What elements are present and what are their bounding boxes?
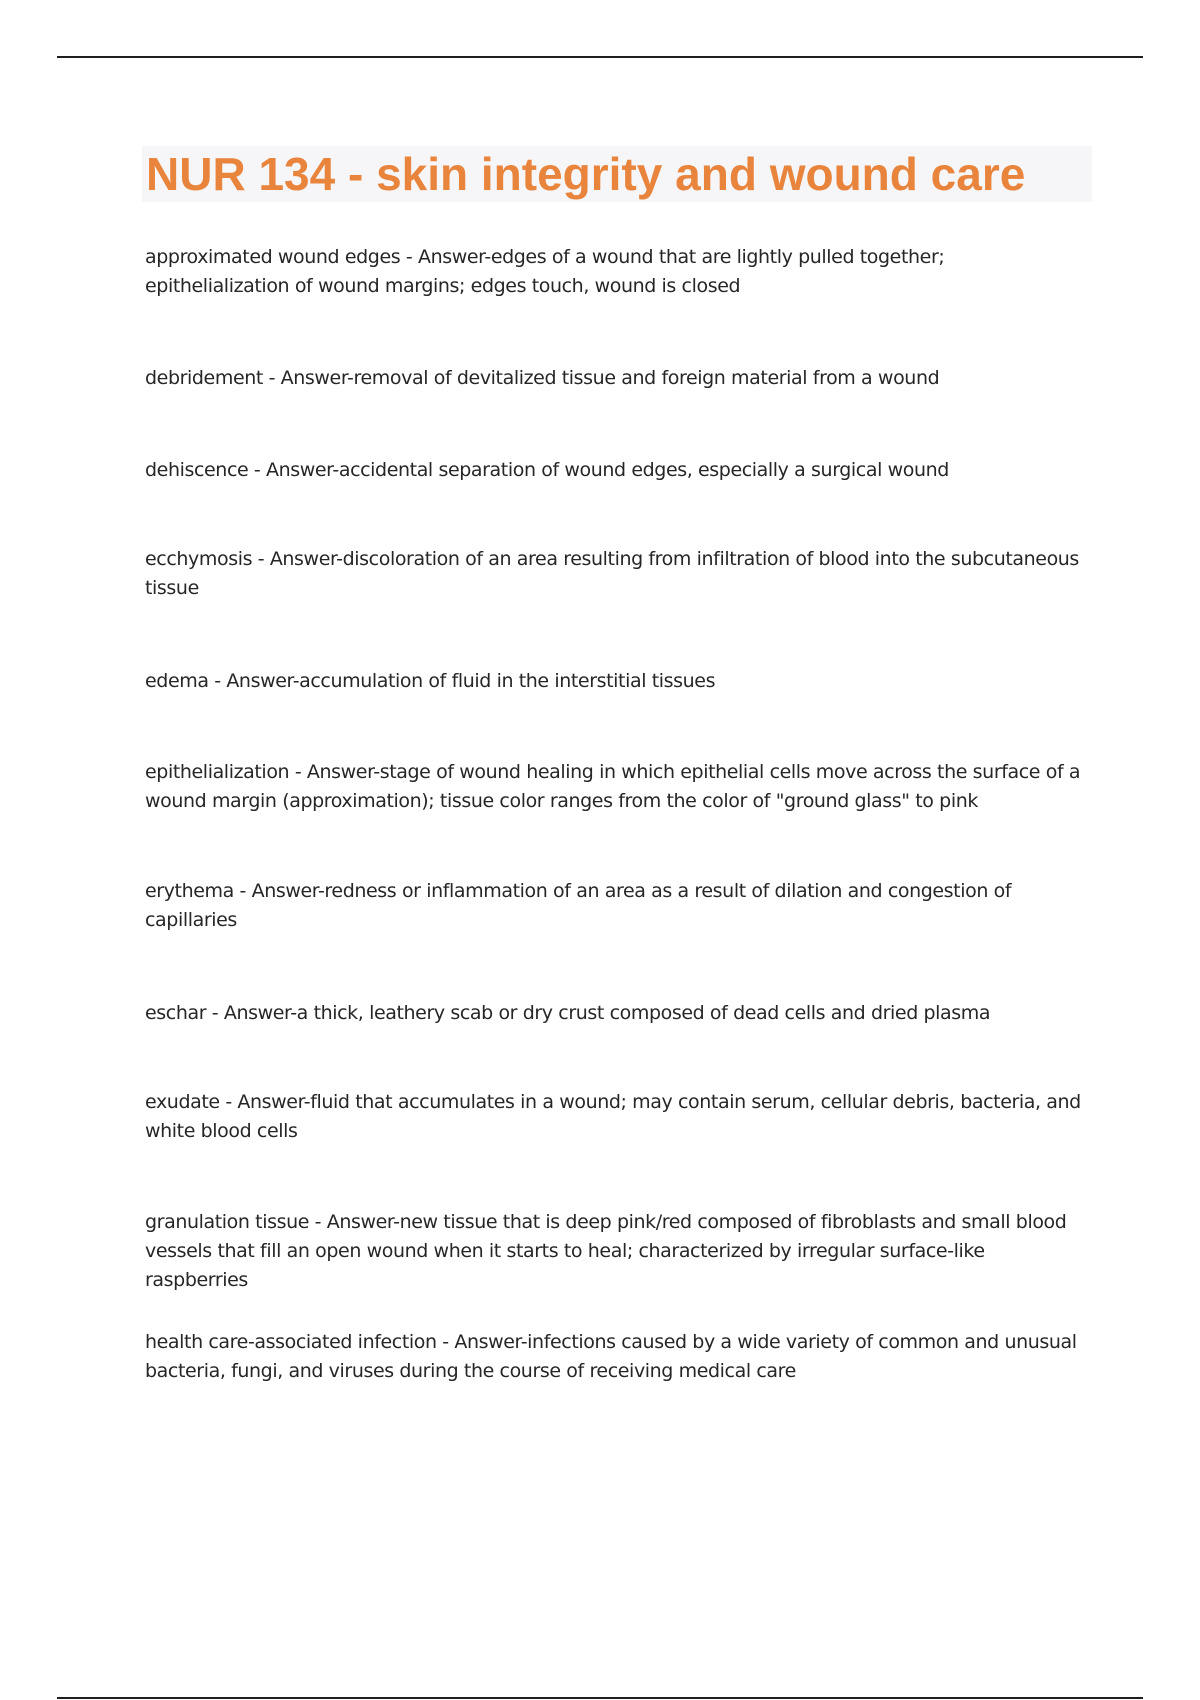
glossary-entry: ecchymosis - Answer-discoloration of an area resulting from infiltration of blood into the subcutaneous tissue: [145, 548, 1079, 599]
glossary-entry: eschar - Answer-a thick, leathery scab or dry crust composed of dead cells and dried plasma: [145, 1002, 991, 1024]
glossary-entry: dehiscence - Answer-accidental separation of wound edges, especially a surgical wound: [145, 459, 949, 481]
glossary-entry: health care-associated infection - Answer-infections caused by a wide variety of common and unusual bacteria, fungi, and viruses during the course of receiving medical care: [145, 1331, 1077, 1382]
footer-rule: [57, 1697, 1143, 1699]
page-title: NUR 134 - skin integrity and wound care: [146, 148, 1026, 200]
glossary-entry: edema - Answer-accumulation of fluid in the interstitial tissues: [145, 670, 716, 692]
glossary-entry: epithelialization - Answer-stage of wound healing in which epithelial cells move across the surface of a wound margin (approximation); tissue color ranges from the color of "ground glass" to pink: [145, 761, 1081, 812]
glossary-entry: exudate - Answer-fluid that accumulates in a wound; may contain serum, cellular debris, bacteria, and white blood cells: [145, 1091, 1081, 1142]
glossary-entry: erythema - Answer-redness or inflammation of an area as a result of dilation and congestion of capillaries: [145, 880, 1012, 931]
header-rule: [57, 56, 1143, 58]
glossary-entry: granulation tissue - Answer-new tissue that is deep pink/red composed of fibroblasts and small blood vessels that fill an open wound when it starts to heal; characterized by irregular surface-like raspberries: [145, 1211, 1067, 1291]
glossary-entry: debridement - Answer-removal of devitalized tissue and foreign material from a wound: [145, 367, 940, 389]
glossary-entry: approximated wound edges - Answer-edges of a wound that are lightly pulled together; epithelialization of wound margins; edges touch, wound is closed: [145, 246, 945, 297]
